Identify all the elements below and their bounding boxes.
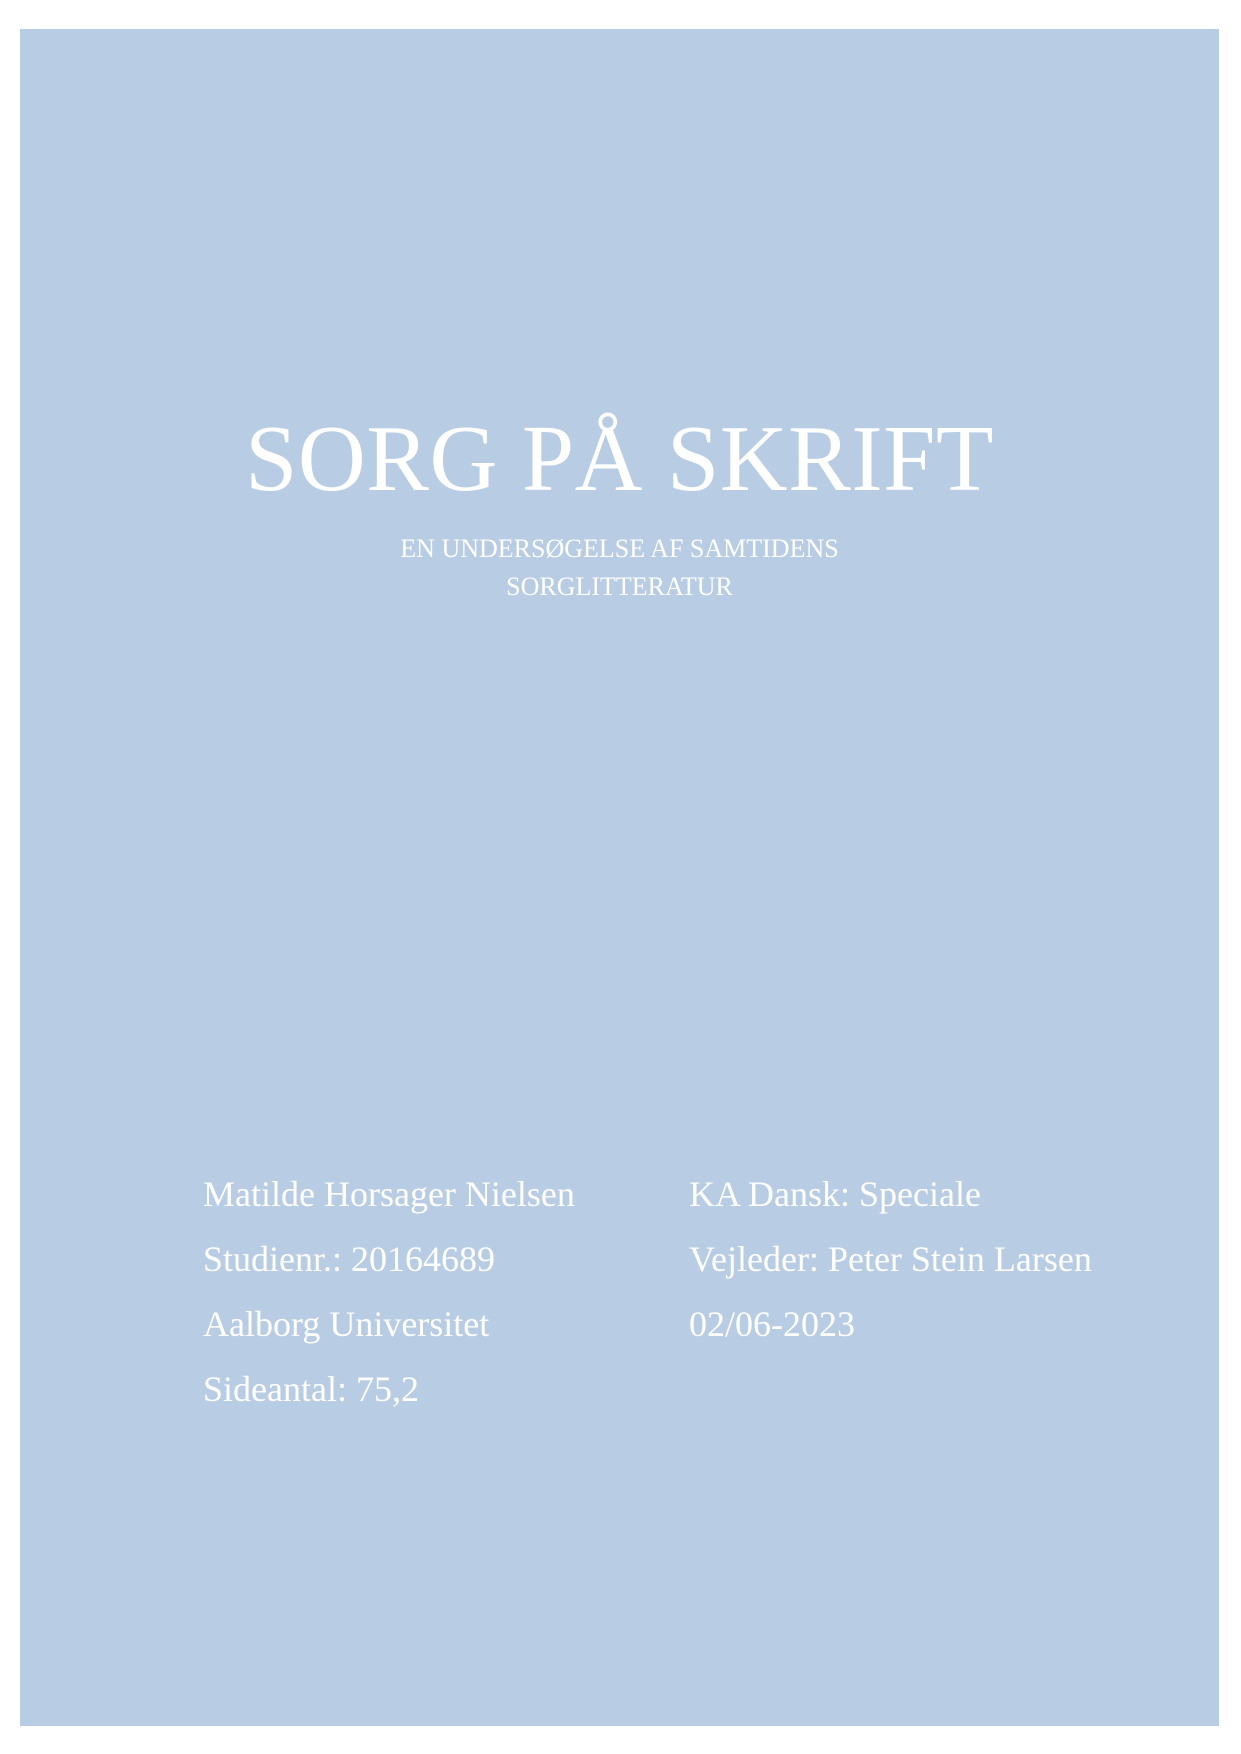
student-number: Studienr.: 20164689	[203, 1239, 496, 1279]
page-count: Sideantal: 75,2	[203, 1369, 419, 1409]
university-name: Aalborg Universitet	[203, 1304, 490, 1344]
thesis-info-block	[689, 1162, 1092, 1357]
supervisor-name: Vejleder: Peter Stein Larsen	[689, 1239, 1092, 1279]
program-name: KA Dansk: Speciale	[689, 1174, 981, 1214]
cover-page	[20, 29, 1219, 1726]
submission-date: 02/06-2023	[689, 1304, 855, 1344]
author-info-block	[203, 1162, 575, 1422]
document-subtitle-line-1: EN UNDERSØGELSE AF SAMTIDENS	[400, 534, 839, 563]
author-name: Matilde Horsager Nielsen	[203, 1174, 575, 1214]
document-title: SORG PÅ SKRIFT	[245, 407, 994, 511]
document-subtitle-line-2: SORGLITTERATUR	[506, 572, 733, 601]
